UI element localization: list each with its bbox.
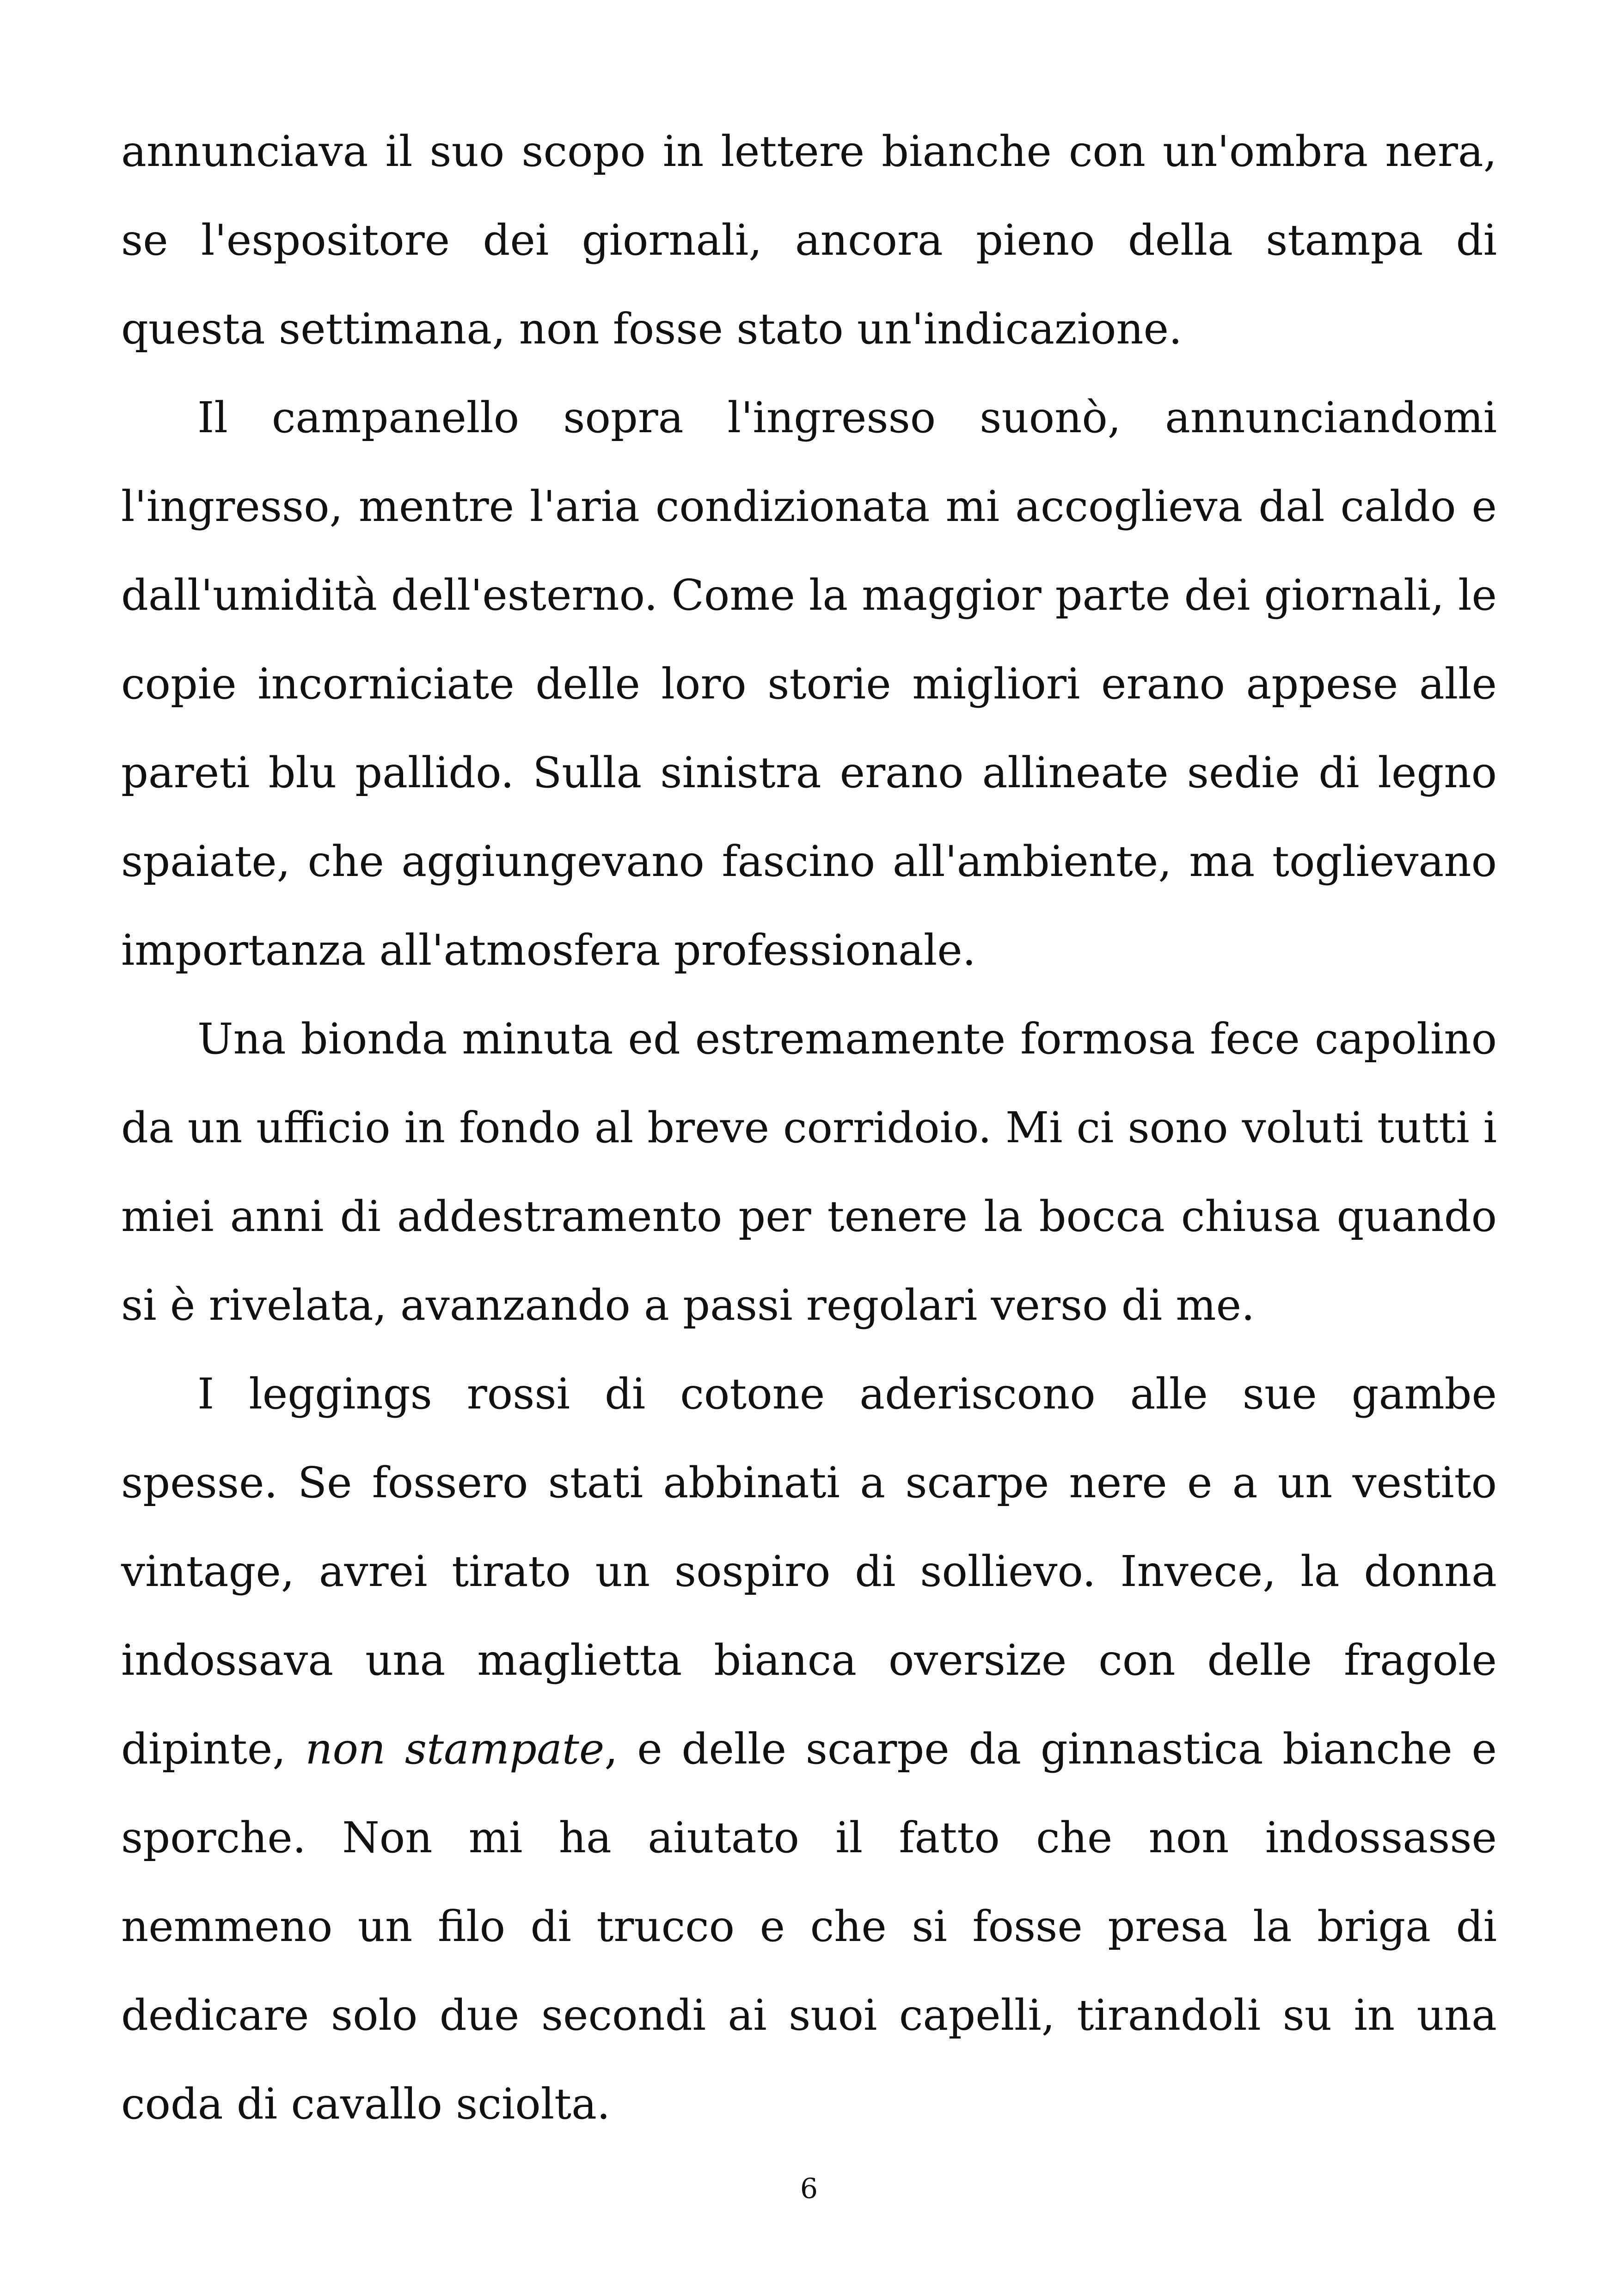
paragraph-4-text-end: , e delle scarpe da ginnastica bianche e sporche. Non mi ha aiutato il fatto che non indossasse nemmeno un filo di trucco e che si fosse presa la briga di dedicare solo due secondi ai suoi capelli, tirandoli su in una coda di cavallo sciolta.: [121, 1724, 1497, 2129]
paragraph-3: Una bionda minuta ed estremamente formosa fece capolino da un ufficio in fondo al breve corridoio. Mi ci sono voluti tutti i miei anni di addestramento per tenere la bocca chiusa quando si è rivelata, avanzando a passi regolari verso di me.: [121, 1014, 1497, 1330]
paragraph-4-text-start: I leggings rossi di cotone aderiscono alle sue gambe spesse. Se fossero stati abbinati a scarpe nere e a un vestito vintage, avrei tirato un sospiro di sollievo. Invece, la donna indossava una maglietta bianca oversize con delle fragole dipinte,: [121, 1369, 1497, 1774]
paragraph-4-italic: non stampate: [305, 1724, 605, 1774]
body-text: [121, 107, 1497, 2149]
paragraph-1: annunciava il suo scopo in lettere bianche con un'ombra nera, se l'espositore dei giornali, ancora pieno della stampa di questa settimana, non fosse stato un'indicazione.: [121, 127, 1497, 354]
page-number: 6: [800, 2173, 818, 2205]
paragraph-4: [121, 1350, 1497, 2149]
paragraph-2: Il campanello sopra l'ingresso suonò, annunciandomi l'ingresso, mentre l'aria condizionata mi accoglieva dal caldo e dall'umidità dell'esterno. Come la maggior parte dei giornali, le copie incorniciate delle loro storie migliori erano appese alle pareti blu pallido. Sulla sinistra erano allineate sedie di legno spaiate, che aggiungevano fascino all'ambiente, ma toglievano importanza all'atmosfera professionale.: [121, 393, 1497, 975]
